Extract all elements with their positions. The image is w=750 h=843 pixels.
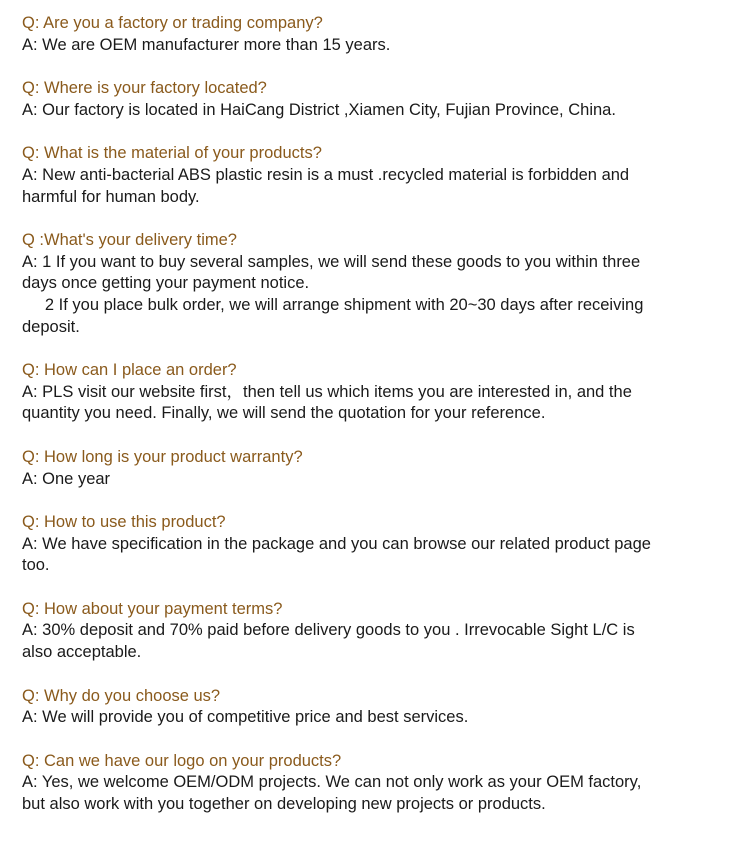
faq-answer: A: Yes, we welcome OEM/ODM projects. We can not only work as your OEM factory, but also work with you together on developing new projects or products. [22, 773, 642, 814]
faq-answer: A: Our factory is located in HaiCang District ,Xiamen City, Fujian Province, China. [22, 100, 616, 119]
faq-answer: A: We will provide you of competitive price and best services. [22, 708, 469, 727]
faq-item [22, 599, 722, 664]
faq-question: Q: Can we have our logo on your products? [22, 751, 342, 770]
faq-answer: A: We have specification in the package and you can browse our related product page too. [22, 534, 651, 575]
faq-answer: A: 30% deposit and 70% paid before delivery goods to you . Irrevocable Sight L/C is also acceptable. [22, 621, 635, 662]
faq-question: Q: What is the material of your products? [22, 144, 322, 163]
faq-question: Q: Why do you choose us? [22, 686, 221, 705]
faq-question: Q: How to use this product? [22, 513, 226, 532]
faq-list [22, 13, 722, 838]
faq-question: Q: How long is your product warranty? [22, 447, 303, 466]
faq-item [22, 13, 722, 56]
faq-item [22, 512, 722, 577]
faq-answer: A: We are OEM manufacturer more than 15 years. [22, 35, 391, 54]
faq-answer: A: One year [22, 469, 111, 488]
faq-answer: A: New anti-bacterial ABS plastic resin is a must .recycled material is forbidden and harmful for human body. [22, 165, 630, 206]
faq-item [22, 751, 722, 816]
faq-question: Q :What's your delivery time? [22, 231, 237, 250]
faq-answer: A: PLS visit our website first，then tell us which items you are interested in, and the quantity you need. Finally, we will send the quotation for your reference. [22, 382, 632, 423]
faq-answer: A: 1 If you want to buy several samples, we will send these goods to you within three days once getting your payment notice. 2 If you place bulk order, we will arrange shipment with 20~30 days after receiving deposit. [22, 252, 644, 336]
faq-question: Q: How about your payment terms? [22, 599, 283, 618]
faq-item [22, 686, 722, 729]
faq-item [22, 78, 722, 121]
faq-item [22, 360, 722, 425]
faq-item [22, 447, 722, 490]
faq-item [22, 230, 722, 338]
faq-question: Q: How can I place an order? [22, 361, 237, 380]
faq-item [22, 143, 722, 208]
faq-question: Q: Where is your factory located? [22, 79, 267, 98]
faq-question: Q: Are you a factory or trading company? [22, 14, 323, 32]
